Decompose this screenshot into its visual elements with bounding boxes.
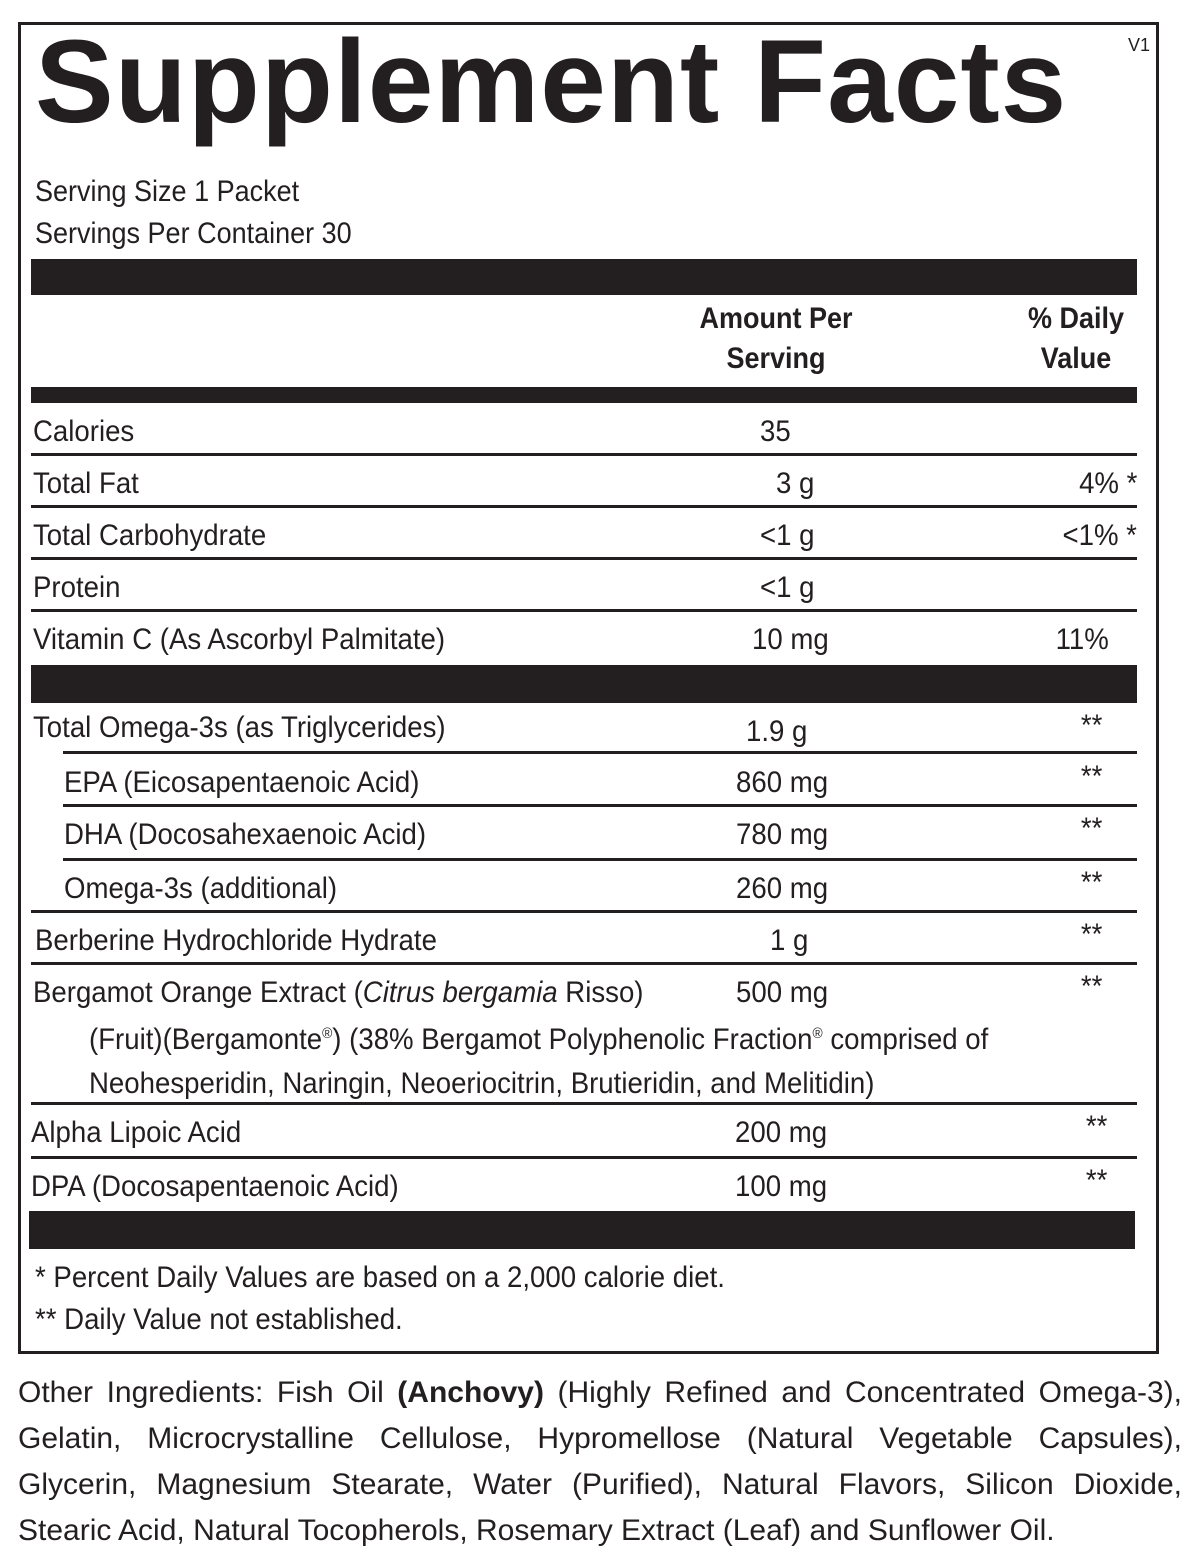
bergamot-detail-line1 <box>89 1012 1046 1062</box>
amount-header-line2: Serving <box>726 342 826 375</box>
nutrient-row-epa <box>31 754 1137 806</box>
nutrient-row-total-omega3 <box>31 703 1137 755</box>
nutrient-name: Calories <box>33 415 135 448</box>
amount-per-serving-header <box>686 299 866 379</box>
nutrient-dv: ** <box>1085 1164 1107 1197</box>
nutrient-dv: ** <box>1080 866 1102 899</box>
bergamot-detail-b: ) (38% Bergamot Polyphenolic Fraction <box>332 1023 813 1056</box>
medium-divider <box>31 387 1137 403</box>
nutrient-amount: 500 mg <box>736 976 829 1009</box>
nutrient-dv: 4% * <box>1078 467 1137 500</box>
servings-per-container: Servings Per Container 30 <box>35 217 352 250</box>
nutrient-row-calories <box>31 403 1137 455</box>
daily-value-header <box>1013 299 1139 379</box>
nutrient-name: Vitamin C (As Ascorbyl Palmitate) <box>33 623 446 656</box>
registered-mark: ® <box>812 1025 823 1042</box>
thick-divider-bottom <box>29 1211 1135 1249</box>
serving-size: Serving Size 1 Packet <box>35 175 300 208</box>
nutrient-row-carbohydrate <box>31 507 1137 559</box>
nutrient-amount: 3 g <box>776 467 815 500</box>
thick-divider-middle <box>31 665 1137 703</box>
bergamot-detail-c: comprised of <box>822 1023 989 1056</box>
nutrient-dv: 11% <box>1055 623 1109 656</box>
nutrient-row-dha <box>31 806 1137 858</box>
nutrient-dv: ** <box>1080 918 1102 951</box>
supplement-facts-panel <box>18 16 1159 1354</box>
nutrient-name: Total Fat <box>33 467 139 500</box>
nutrient-amount: 1 g <box>770 924 809 957</box>
nutrient-row-vitamin-c <box>31 611 1137 663</box>
nutrient-dv: ** <box>1080 709 1102 742</box>
nutrient-dv: <1% * <box>1062 519 1137 552</box>
nutrient-amount: 1.9 g <box>746 715 808 748</box>
nutrient-dv: ** <box>1080 970 1102 1003</box>
nutrient-amount: 200 mg <box>735 1116 828 1149</box>
nutrient-amount: 35 <box>760 415 791 448</box>
nutrient-row-total-fat <box>31 455 1137 507</box>
nutrient-row-omega3-additional <box>31 860 1137 912</box>
footnote-not-established: ** Daily Value not established. <box>35 1303 403 1336</box>
nutrient-amount: 100 mg <box>735 1170 828 1203</box>
nutrient-amount: 10 mg <box>752 623 829 656</box>
registered-mark: ® <box>322 1025 333 1042</box>
other-ingredients-allergen: (Anchovy) <box>397 1376 544 1409</box>
nutrient-row-alpha-lipoic <box>31 1104 1137 1156</box>
nutrient-amount: 780 mg <box>736 818 829 851</box>
nutrient-amount: <1 g <box>760 571 815 604</box>
nutrient-amount: 260 mg <box>736 872 829 905</box>
bergamot-name-italic: Citrus bergamia <box>362 976 558 1009</box>
footnote-daily-values: * Percent Daily Values are based on a 2,000 calorie diet. <box>35 1261 725 1294</box>
other-ingredients-prefix: Other Ingredients: Fish Oil <box>18 1376 398 1409</box>
nutrient-name: EPA (Eicosapentaenoic Acid) <box>64 766 420 799</box>
nutrient-amount: 860 mg <box>736 766 829 799</box>
nutrient-name: Total Carbohydrate <box>33 519 267 552</box>
nutrient-name: DPA (Docosapentaenoic Acid) <box>31 1170 399 1203</box>
dv-header-line1: % Daily <box>1027 302 1125 335</box>
nutrient-name: Omega-3s (additional) <box>64 872 338 905</box>
nutrient-name: Total Omega-3s (as Triglycerides) <box>33 711 446 744</box>
bergamot-detail-line2: Neohesperidin, Naringin, Neoeriocitrin, Brutieridin, and Melitidin) <box>89 1067 875 1100</box>
nutrient-amount: <1 g <box>760 519 815 552</box>
other-ingredients <box>18 1370 1182 1554</box>
nutrient-dv: ** <box>1080 760 1102 793</box>
amount-header-line1: Amount Per <box>699 302 853 335</box>
nutrient-name: DHA (Docosahexaenoic Acid) <box>64 818 427 851</box>
bergamot-name-prefix: Bergamot Orange Extract ( <box>33 976 363 1009</box>
nutrient-row-dpa <box>31 1158 1137 1210</box>
nutrient-dv: ** <box>1085 1110 1107 1143</box>
bergamot-name <box>33 978 643 1008</box>
thick-divider-top <box>31 259 1137 295</box>
panel-title: Supplement Facts <box>35 16 1068 148</box>
nutrient-name: Berberine Hydrochloride Hydrate <box>35 924 437 957</box>
nutrient-dv: ** <box>1080 812 1102 845</box>
other-ingredients-list: (Highly Refined and Concentrated Omega-3), Gelatin, Microcrystalline Cellulose, Hypromellose (Natural Vegetable Capsules), Glycerin, Magnesium Stearate, Water (Purified), Natural Flavors, Silicon Dioxide, Stearic Acid, Natural Tocopherols, Rosemary Extract (Leaf) and Sunflower Oil. <box>18 1376 1182 1547</box>
nutrient-name: Alpha Lipoic Acid <box>31 1116 242 1149</box>
bergamot-detail <box>89 1012 1046 1106</box>
dv-header-line2: Value <box>1040 342 1112 375</box>
nutrient-name: Protein <box>33 571 121 604</box>
nutrient-row-berberine <box>31 912 1137 964</box>
bergamot-name-suffix: Risso) <box>557 976 644 1009</box>
nutrient-row-bergamot <box>31 964 1137 1104</box>
bergamot-detail-a: (Fruit)(Bergamonte <box>89 1023 323 1056</box>
version-label: V1 <box>1127 35 1150 55</box>
nutrient-row-protein <box>31 559 1137 611</box>
